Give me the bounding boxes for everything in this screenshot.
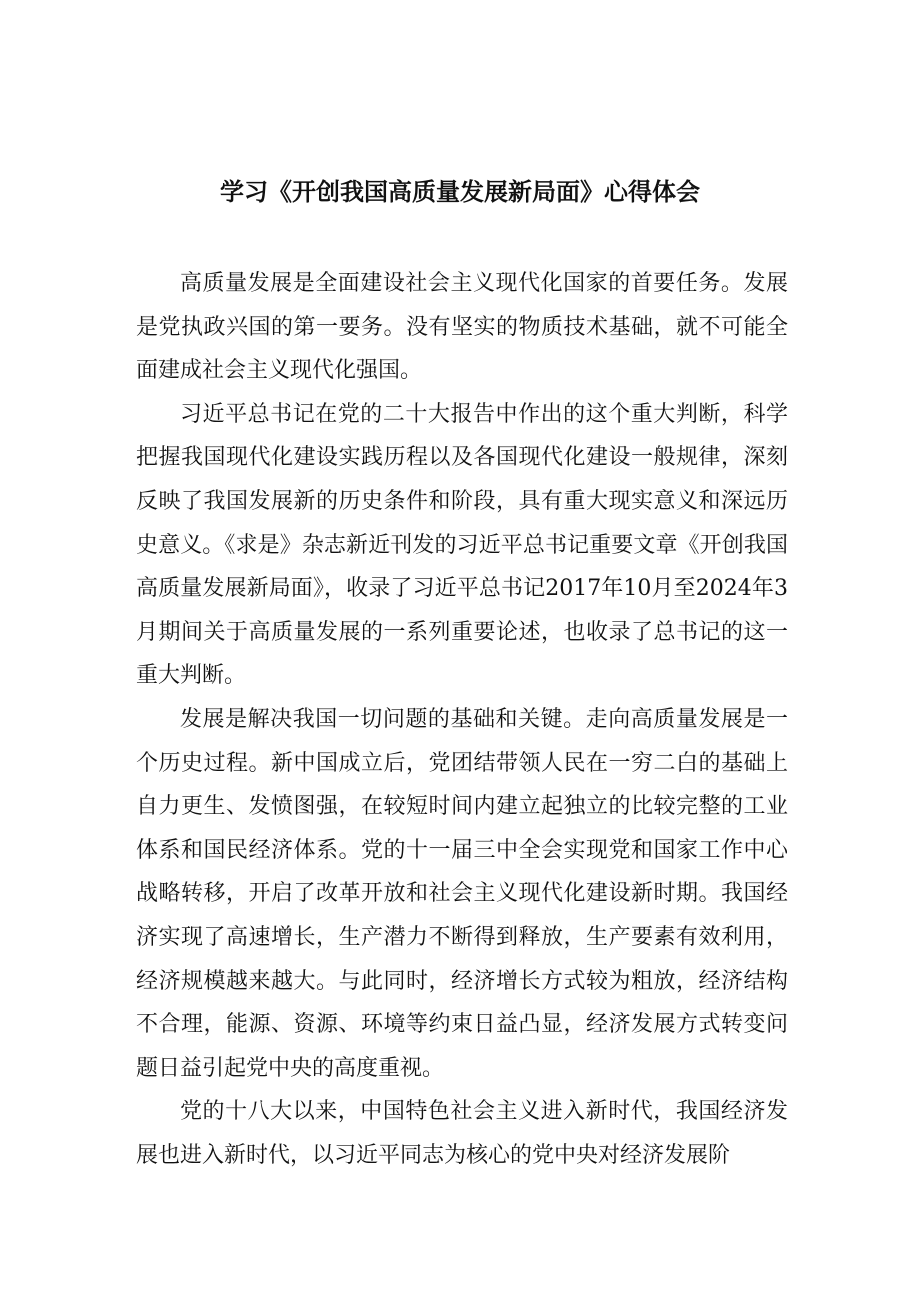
paragraph-2: 习近平总书记在党的二十大报告中作出的这个重大判断，科学把握我国现代化建设实践历程以及各国现代化建设一般规律，深刻反映了我国发展新的历史条件和阶段，具有重大现实意义和深远历史意义。《求是》杂志新近刊发的习近平总书记重要文章《开创我国高质量发展新局面》，收录了习近平总书记2017年10月至2024年3月期间关于高质量发展的一系列重要论述，也收录了总书记的这一重大判断。 — [136, 401, 788, 689]
paragraph-3: 发展是解决我国一切问题的基础和关键。走向高质量发展是一个历史过程。新中国成立后，党团结带领人民在一穷二白的基础上自力更生、发愤图强，在较短时间内建立起独立的比较完整的工业体系和国民经济体系。党的十一届三中全会实现党和国家工作中心战略转移，开启了改革开放和社会主义现代化建设新时期。我国经济实现了高速增长，生产潜力不断得到释放，生产要素有效利用，经济规模越来越大。与此同时，经济增长方式较为粗放，经济结构不合理，能源、资源、环境等约束日益凸显，经济发展方式转变问题日益引起党中央的高度重视。 — [136, 706, 788, 1081]
document-title: 学习《开创我国高质量发展新局面》心得体会 — [220, 178, 700, 206]
paragraph-4: 党的十八大以来，中国特色社会主义进入新时代，我国经济发展也进入新时代，以习近平同志为核心的党中央对经济发展阶 — [136, 1099, 788, 1168]
document-body — [136, 262, 788, 1177]
paragraph-1: 高质量发展是全面建设社会主义现代化国家的首要任务。发展是党执政兴国的第一要务。没有坚实的物质技术基础，就不可能全面建成社会主义现代化强国。 — [136, 271, 788, 384]
